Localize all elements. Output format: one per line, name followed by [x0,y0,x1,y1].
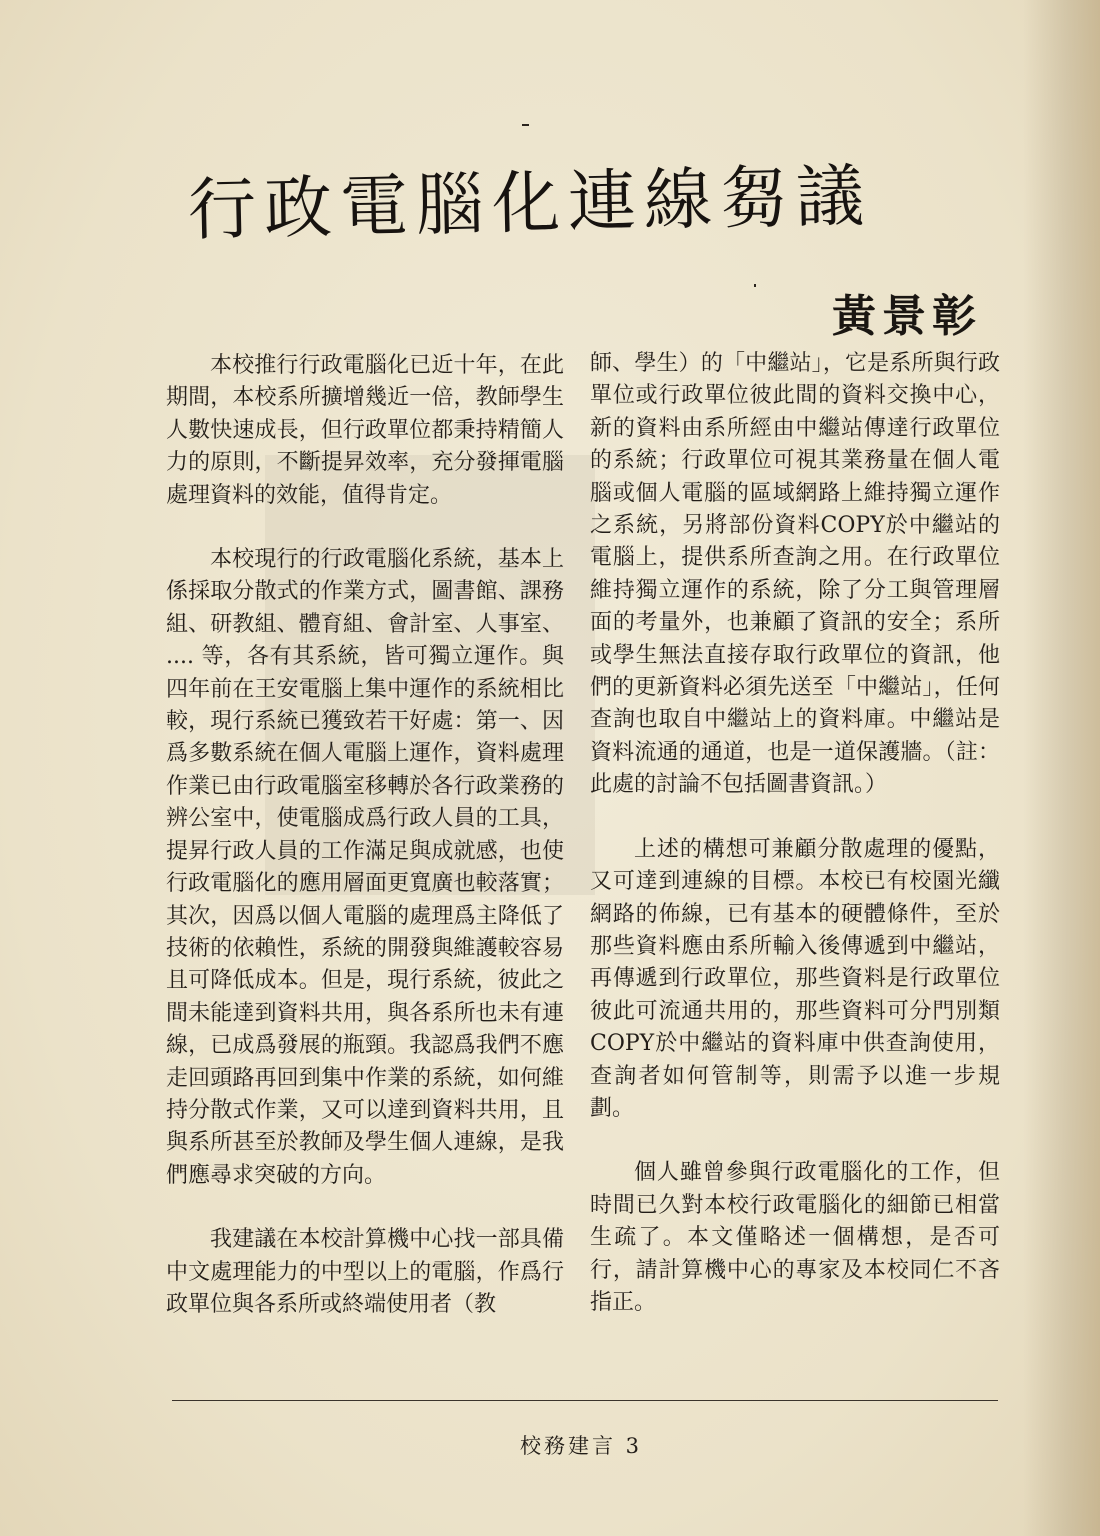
footer-divider [172,1400,998,1401]
paragraph: 我建議在本校計算機中心找一部具備中文處理能力的中型以上的電腦，作爲行政單位與各系所或終端使用者（教 [166,1227,564,1317]
paragraph: 個人雖曾參與行政電腦化的工作，但時間已久對本校行政電腦化的細節已相當生疏了。本文僅略述一個構想，是否可行，請計算機中心的專家及本校同仁不吝指正。 [590,1160,1000,1315]
page-footer: 校務建言 3 [520,1434,643,1458]
paragraph: 師、學生）的「中繼站」，它是系所與行政單位或行政單位彼此間的資料交換中心，新的資料由系所經由中繼站傳達行政單位的系統；行政單位可視其業務量在個人電腦或個人電腦的區域網路上維持獨立運作之系統，另將部份資料COPY於中繼站的電腦上，提供系所查詢之用。在行政單位維持獨立運作的系統，除了分工與管理層面的考量外，也兼顧了資訊的安全；系所或學生無法直接存取行政單位的資訊，他們的更新資料必須先送至「中繼站」，任何查詢也取自中繼站上的資料庫。中繼站是資料流通的通道，也是一道保護牆。（註：此處的討論不包括圖書資訊。） [590,351,1000,798]
right-column [590,348,1000,1351]
paragraph: 上述的構想可兼顧分散處理的優點，又可達到連線的目標。本校已有校園光纖網路的佈線，已有基本的硬體條件，至於那些資料應由系所輸入後傳遞到中繼站，再傳遞到行政單位，那些資料是行政單位彼此可流通共用的，那些資料可分門別類COPY於中繼站的資料庫中供查詢使用，查詢者如何管制等，則需予以進一步規劃。 [590,836,1000,1121]
scan-mark [522,124,529,126]
paragraph: 本校現行的行政電腦化系統，基本上係採取分散式的作業方式，圖書館、課務組、研教組、體育組、會計室、人事室、 .... 等，各有其系統，皆可獨立運作。與四年前在王安電腦上集中運作的系統相比較，現行系統已獲致若干好處：第一、因爲多數系統在個人電腦上運作，資料處理作業已由行政電腦室移轉於各行政業務的辨公室中，使電腦成爲行政人員的工具，提昇行政人員的工作滿足與成就感，也使行政電腦化的應用層面更寬廣也較落實；其次，因爲以個人電腦的處理爲主降低了技術的依賴性，系統的開發與維護較容易且可降低成本。但是，現行系統，彼此之間未能達到資料共用，與各系所也未有連線，已成爲發展的瓶頸。我認爲我們不應走回頭路再回到集中作業的系統，如何維持分散式作業，又可以達到資料共用，且與系所甚至於教師及學生個人連線，是我們應尋求突破的方向。 [166,547,564,1188]
scan-mark [754,284,756,287]
left-column [166,350,564,1353]
article-title: 行政電腦化連線芻議 [187,157,873,251]
article-author: 黃景彰 [832,291,982,342]
paragraph: 本校推行行政電腦化已近十年，在此期間，本校系所擴增幾近一倍，教師學生人數快速成長，但行政單位都秉持精簡人力的原則，不斷提昇效率，充分發揮電腦處理資料的效能，值得肯定。 [166,353,564,508]
